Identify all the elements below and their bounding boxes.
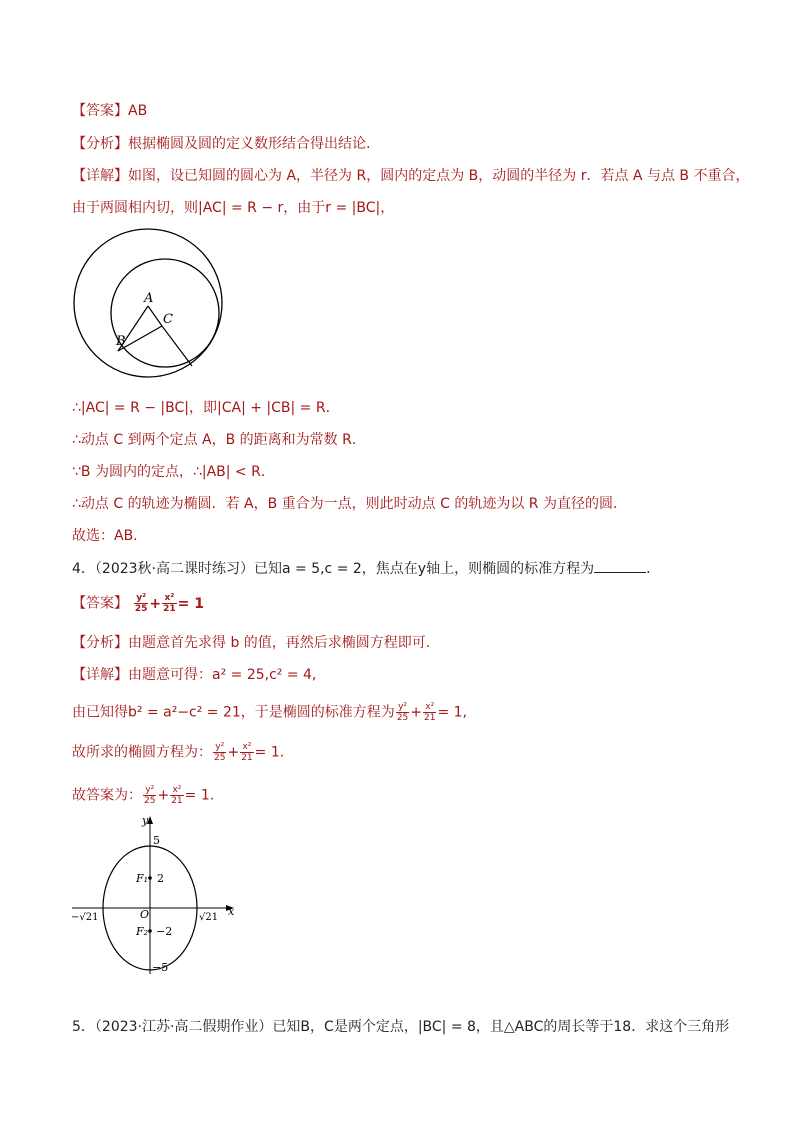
label-f2: F₂ [136, 925, 149, 938]
analysis-tag: 【分析】 [72, 635, 128, 651]
analysis-text: 由题意首先求得 b 的值，再然后求椭圆方程即可. [128, 635, 431, 651]
q3-step1: ∴|AC| = R − |BC|，即|CA| + |CB| = R． [72, 400, 340, 416]
fraction-y: $\frac{\text{y²}}{25}$ [134, 593, 148, 614]
analysis-tag: 【分析】 [72, 136, 128, 152]
origin-label: O [140, 908, 150, 921]
q4-detail-line3: 故所求的椭圆方程为： $\frac{\text{y²}}{25}$ + $\frac{\text{x²}}{21}$ = 1. [72, 742, 285, 763]
fraction-x: $\frac{\text{x²}}{21}$ [163, 593, 176, 614]
label-top: 5 [153, 834, 160, 847]
q4-answer-line: 【答案】 $\frac{\text{y²}}{25}$ + $\frac{\text{x²}}{21}$ = 1 [72, 593, 205, 614]
answer-tag: 【答案】 [72, 103, 128, 119]
q5-stem: 5．（2023·江苏·高二假期作业）已知B，C是两个定点，|BC| = 8，且△ABC的周长等于18．求这个三角形 [72, 1019, 730, 1035]
q3-choice: 故选：AB. [72, 528, 138, 544]
segment-ac [148, 306, 162, 326]
q3-analysis-line [72, 134, 370, 154]
label-c: C [163, 312, 173, 327]
q4-analysis-line [72, 633, 430, 653]
focus-f1 [148, 876, 152, 880]
label-a: A [144, 291, 154, 306]
q3-answer-line [72, 101, 147, 121]
label-f1-value: 2 [157, 872, 164, 885]
q4-stem-text: 4．（2023秋·高二课时练习）已知a = 5,c = 2，焦点在y轴上，则椭圆的标准方程为 [72, 561, 595, 577]
tangent-circles-figure [70, 228, 230, 384]
detail-tag: 【详解】 [72, 168, 128, 184]
q3-detail-line1 [72, 166, 749, 186]
q4-stem-end: . [646, 561, 651, 577]
label-right: √21 [199, 912, 219, 923]
q3-detail-line2: 由于两圆相内切，则|AC| = R − r，由于r = |BC|， [72, 200, 395, 216]
label-left: −√21 [71, 912, 99, 923]
q4-detail-line2: 由已知得b² = a²−c² = 21，于是椭圆的标准方程为 $\frac{\text{y²}}{25}$ + $\frac{\text{x²}}{21}$ = 1, [72, 702, 467, 723]
detail-tag: 【详解】 [72, 667, 128, 683]
x-axis-label: x [228, 905, 235, 918]
label-f2-value: −2 [156, 925, 173, 938]
label-b: B [116, 334, 126, 349]
answer-blank [594, 558, 646, 573]
label-f1: F₁ [136, 872, 149, 885]
q4-detail-line1 [72, 665, 316, 685]
q3-step3: ∵B 为圆内的定点，∴|AB| < R． [72, 464, 275, 480]
label-bottom: −5 [152, 961, 169, 974]
answer-tag: 【答案】 [72, 595, 128, 612]
focus-f2 [148, 929, 152, 933]
y-axis-label: y [142, 814, 149, 827]
ellipse-figure [68, 814, 248, 976]
q3-step2: ∴动点 C 到两个定点 A，B 的距离和为常数 R． [72, 432, 366, 448]
q3-step4: ∴动点 C 的轨迹为椭圆．若 A，B 重合为一点，则此时动点 C 的轨迹为以 R 为直径的圆． [72, 496, 627, 512]
answer-value: AB [128, 103, 148, 119]
analysis-text: 根据椭圆及圆的定义数形结合得出结论. [128, 136, 371, 152]
detail-text: 如图，设已知圆的圆心为 A，半径为 R，圆内的定点为 B，动圆的半径为 r．若点 A 与点 B 不重合， [128, 168, 750, 184]
segment-c-tangent [162, 326, 192, 366]
q4-detail-line4: 故答案为： $\frac{\text{y²}}{25}$ + $\frac{\text{x²}}{21}$ = 1. [72, 785, 215, 806]
detail-text: 由题意可得：a² = 25,c² = 4, [128, 667, 317, 683]
q4-stem [72, 558, 651, 579]
